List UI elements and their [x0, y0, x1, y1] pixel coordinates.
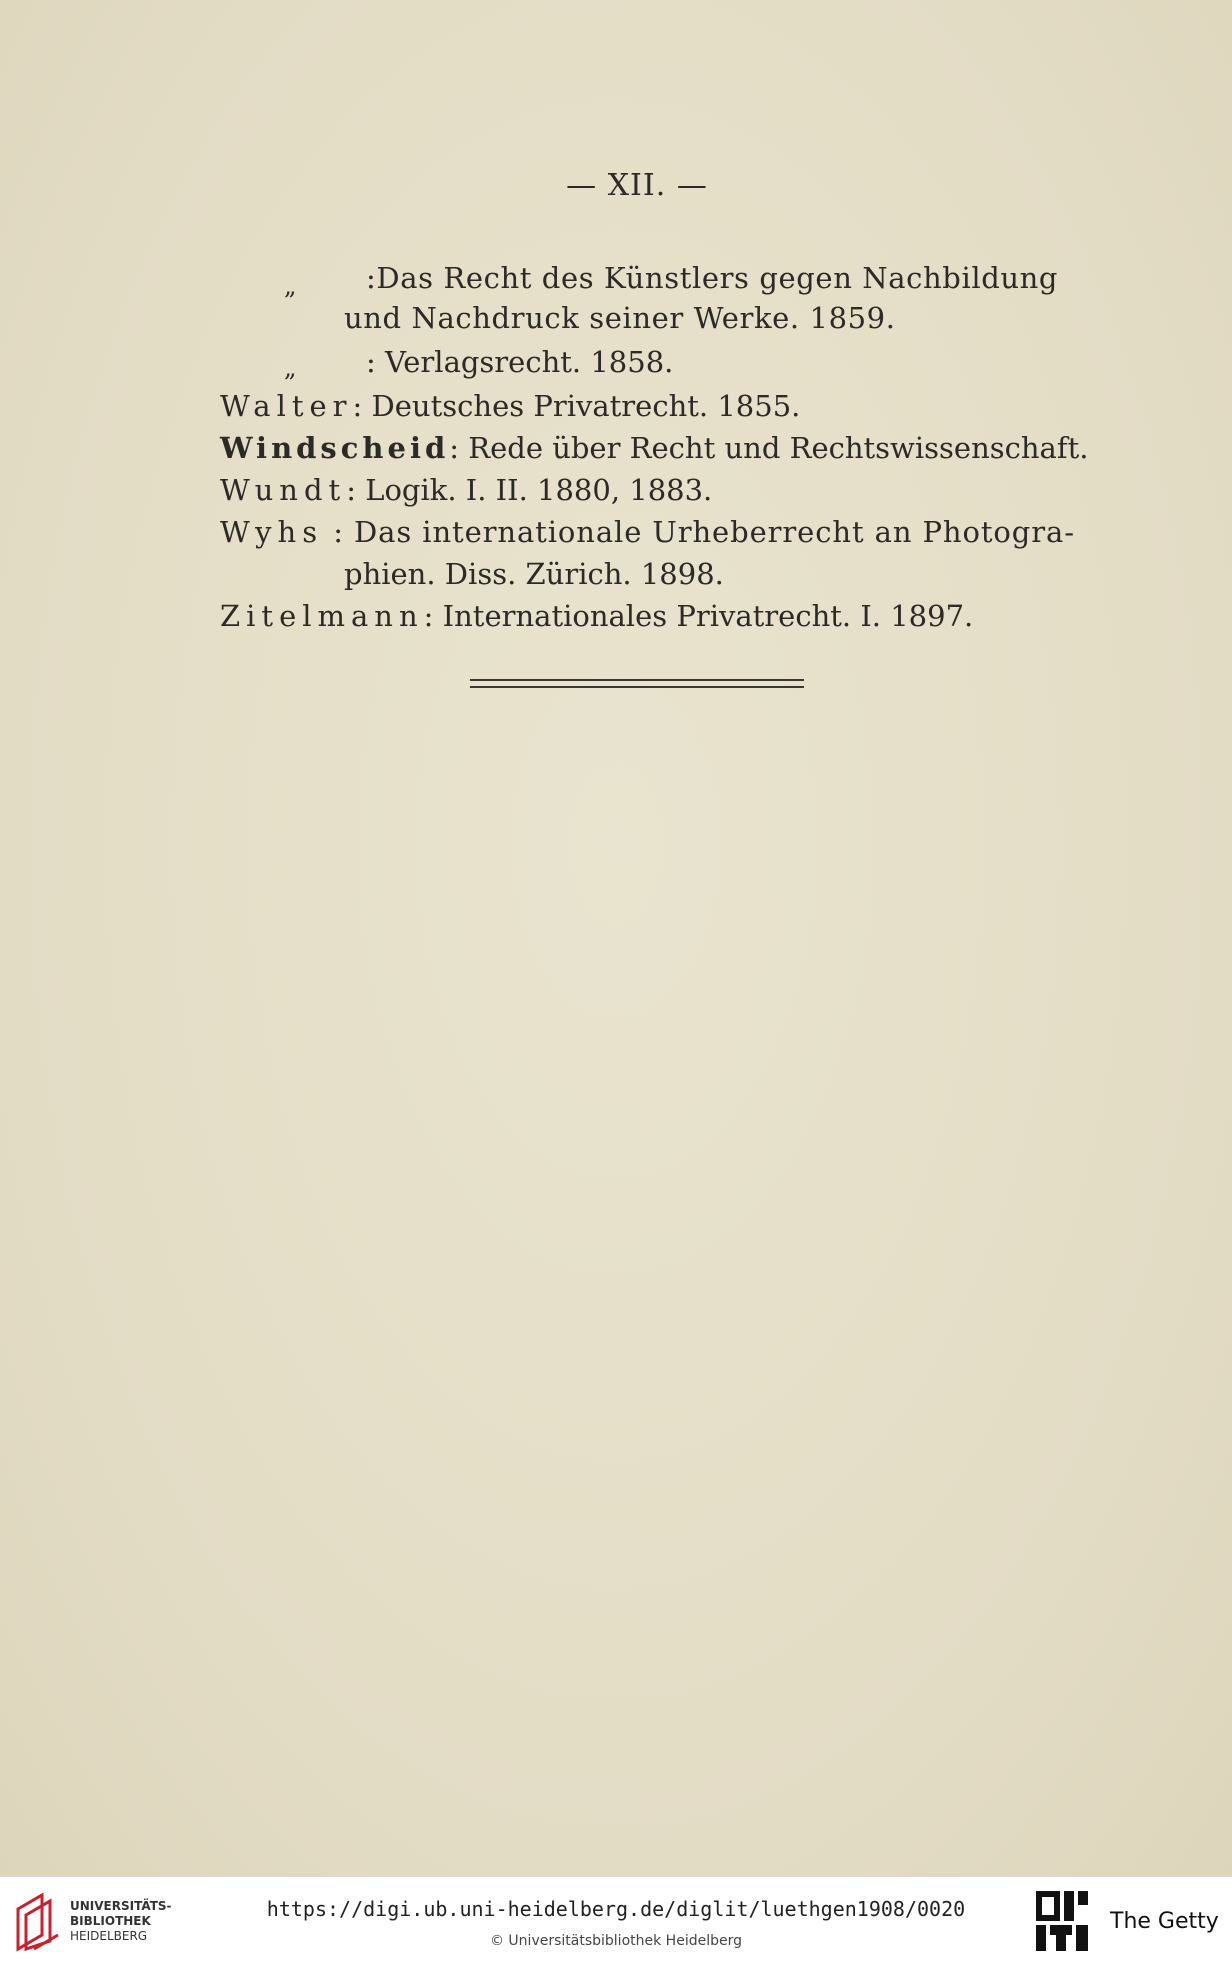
viewer-footer: [0, 1876, 1232, 1967]
entry-title: : Rede über Recht und Rechtswissenschaft.: [449, 431, 1089, 465]
bibliography-entry-continuation: und Nachdruck seiner Werke. 1859.: [344, 301, 896, 335]
permalink-url[interactable]: https://digi.ub.uni-heidelberg.de/diglit/luethgen1908/0020: [266, 1897, 966, 1921]
ditto-mark: „: [284, 354, 297, 382]
getty-logo-icon[interactable]: [1034, 1889, 1090, 1955]
bibliography-entry: :Das Recht des Künstlers gegen Nachbildung: [366, 261, 1059, 295]
library-name-line: UNIVERSITÄTS-: [70, 1899, 172, 1913]
entry-title: : Deutsches Privatrecht. 1855.: [352, 389, 801, 423]
author-name: Walter: [220, 389, 353, 423]
entry-title: : Das internationale Urheberrecht an Photogra-: [323, 515, 1075, 549]
author-name: Wyhs: [220, 515, 324, 549]
entry-title: : Logik. I. II. 1880, 1883.: [346, 473, 713, 507]
bibliography-entry-continuation: phien. Diss. Zürich. 1898.: [344, 557, 724, 591]
closing-rule-bottom: [470, 686, 804, 688]
bibliography-entry: [220, 431, 1089, 465]
library-name-line: HEIDELBERG: [70, 1929, 148, 1943]
copyright-notice: © Universitätsbibliothek Heidelberg: [489, 1933, 742, 1949]
bibliography-entry: [220, 389, 801, 423]
author-name: Windscheid: [220, 431, 450, 465]
closing-rule-top: [470, 679, 804, 681]
library-name-line: BIBLIOTHEK: [70, 1914, 151, 1928]
entry-title: : Internationales Privatrecht. I. 1897.: [423, 599, 974, 633]
bibliography-entry: [220, 515, 1075, 549]
bibliography-entry: [220, 473, 713, 507]
bibliography-entry: [220, 599, 974, 633]
author-name: Zitelmann: [220, 599, 424, 633]
author-name: Wundt: [220, 473, 347, 507]
bibliography-entry: : Verlagsrecht. 1858.: [366, 345, 674, 379]
ditto-mark: „: [284, 272, 297, 300]
page-number: — XII. —: [566, 168, 708, 203]
partner-name: The Getty: [1110, 1909, 1219, 1934]
